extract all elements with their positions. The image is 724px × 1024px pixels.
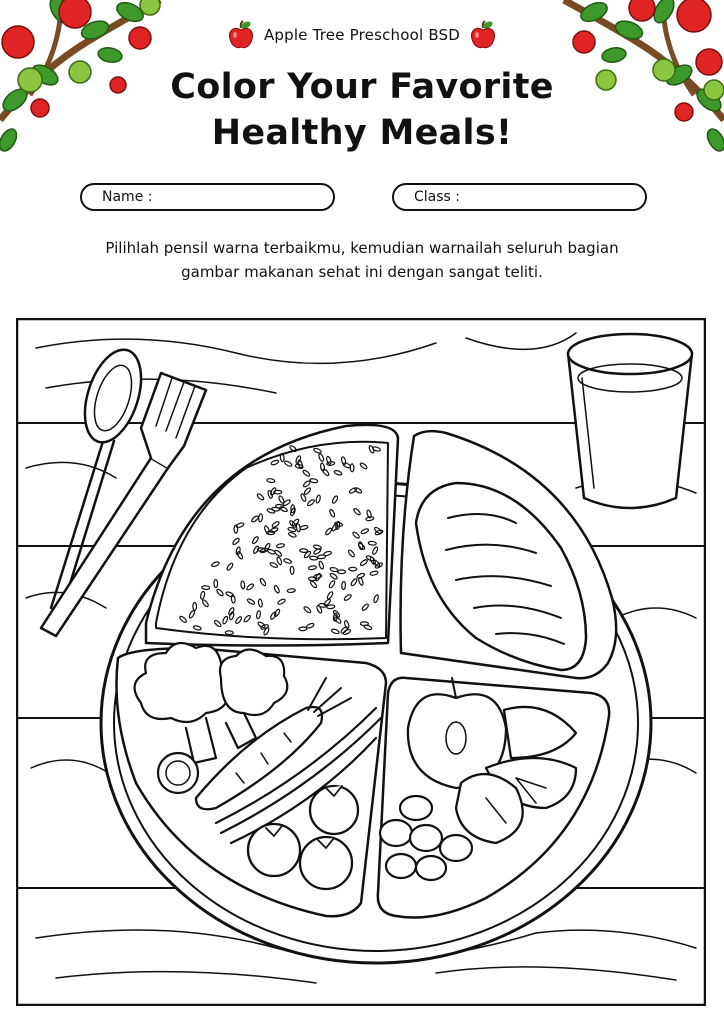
apple-icon — [470, 20, 496, 50]
instructions — [40, 236, 684, 284]
instructions-line-2: gambar makanan sehat ini dengan sangat teliti. — [181, 263, 543, 281]
school-header — [0, 20, 724, 50]
class-field[interactable] — [392, 183, 647, 211]
apple-icon — [228, 20, 254, 50]
school-name: Apple Tree Preschool BSD — [263, 26, 461, 44]
class-label: Class : — [414, 189, 460, 205]
page-title — [0, 64, 724, 156]
title-line-1: Color Your Favorite — [170, 67, 554, 107]
sliced-vegetable — [158, 753, 198, 793]
healthy-meal-illustration — [16, 318, 706, 1006]
name-field[interactable] — [80, 183, 335, 211]
water-glass — [568, 334, 692, 508]
name-label: Name : — [102, 189, 153, 205]
spoon — [51, 343, 152, 613]
instructions-line-1: Pilihlah pensil warna terbaikmu, kemudian warnailah seluruh bagian — [105, 239, 619, 257]
title-line-2: Healthy Meals! — [211, 113, 513, 153]
